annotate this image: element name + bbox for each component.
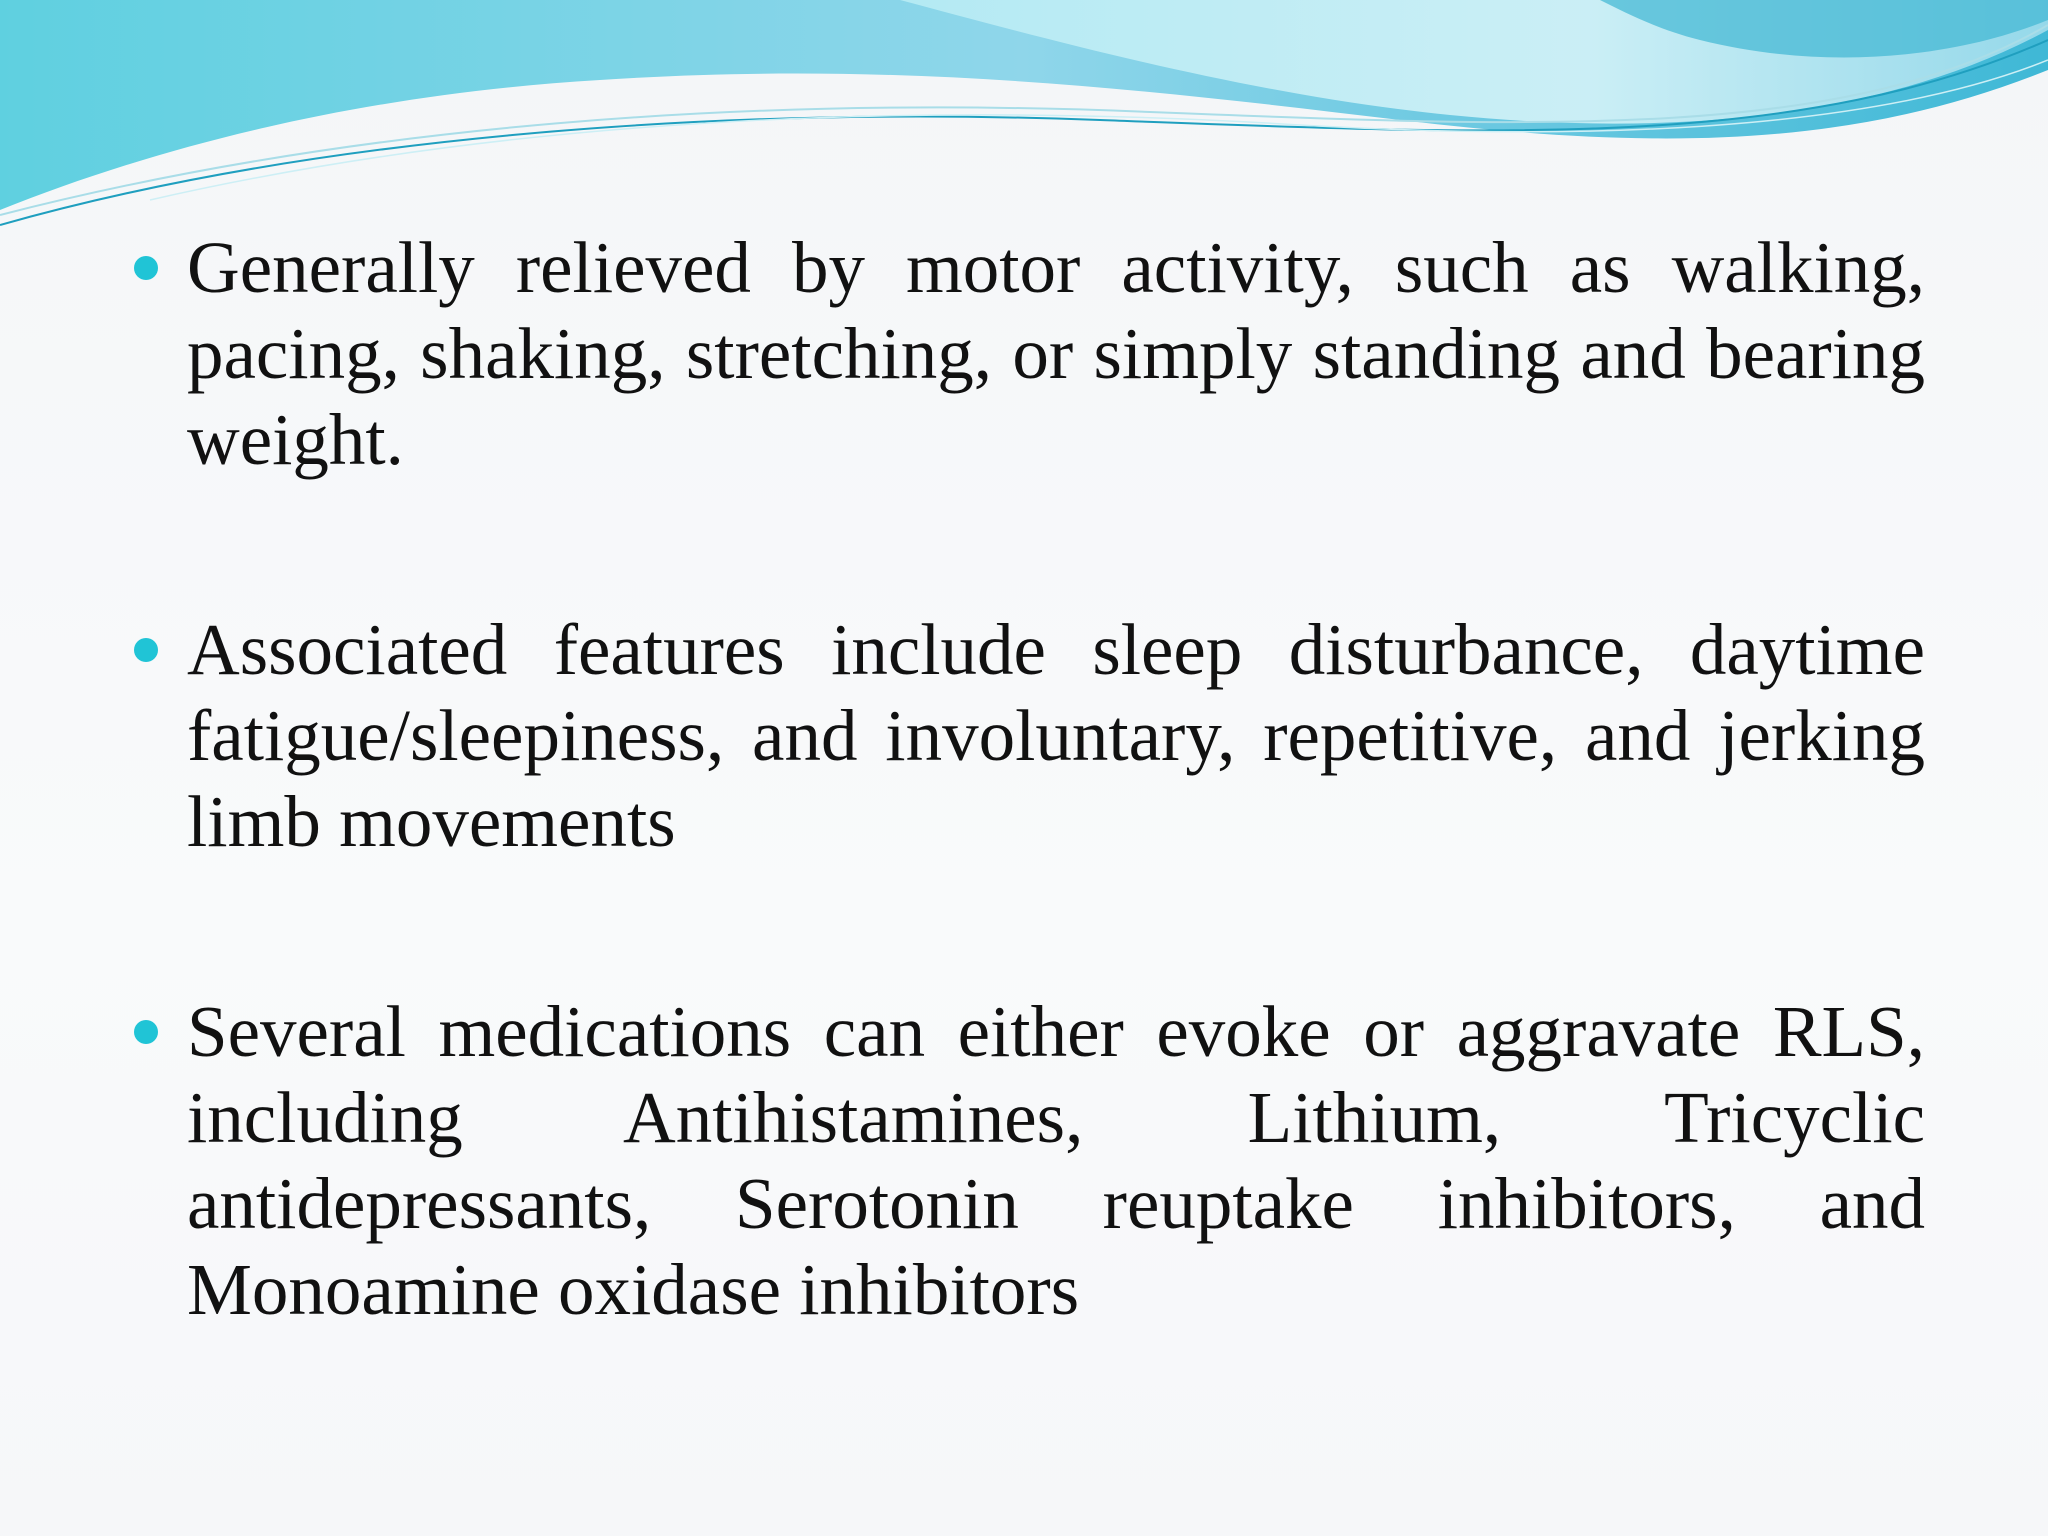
bullet-dot-icon bbox=[134, 256, 158, 280]
bullet-item bbox=[130, 225, 1925, 483]
bullet-dot-icon bbox=[134, 1020, 158, 1044]
bullet-list bbox=[130, 225, 1925, 1333]
bullet-text: Associated features include sleep disturbance, daytime fatigue/sleepiness, and involuntary, repetitive, and jerking limb movements bbox=[187, 609, 1925, 862]
bullet-item bbox=[130, 607, 1925, 865]
wave-header-decoration bbox=[0, 0, 2048, 240]
bullet-dot-icon bbox=[134, 638, 158, 662]
bullet-text: Generally relieved by motor activity, such as walking, pacing, shaking, stretching, or simply standing and bearing weight. bbox=[187, 227, 1925, 480]
bullet-text: Several medications can either evoke or aggravate RLS, including Antihistamines, Lithium, Tricyclic antidepressants, Serotonin reuptake inhibitors, and Monoamine oxidase inhibitors bbox=[187, 991, 1925, 1330]
bullet-item bbox=[130, 989, 1925, 1333]
